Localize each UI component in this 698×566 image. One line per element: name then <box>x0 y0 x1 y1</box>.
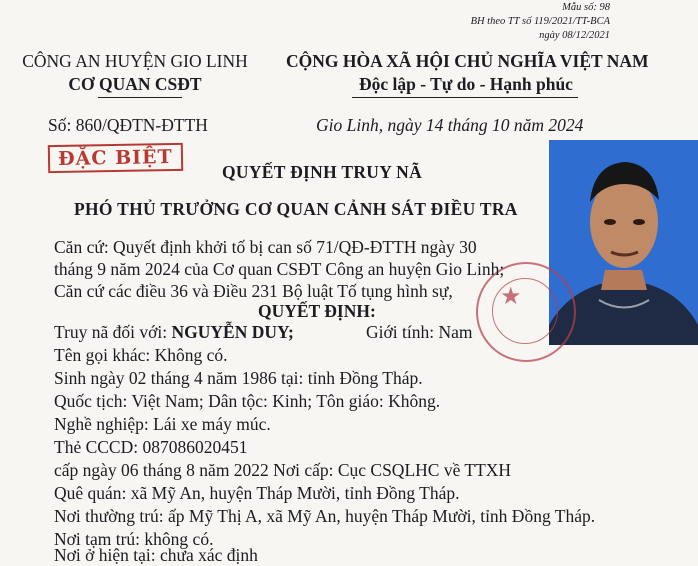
wanted-line <box>54 322 294 343</box>
hometown-line: Quê quán: xã Mỹ An, huyện Tháp Mười, tỉnh Đồng Tháp. <box>54 483 460 503</box>
basis-line-2: tháng 9 năm 2024 của Cơ quan CSĐT Công an huyện Gio Linh; <box>54 259 505 279</box>
current-residence-line: Nơi ở hiện tại: chưa xác định <box>54 545 258 565</box>
left-underline <box>98 97 182 98</box>
decision-heading: QUYẾT ĐỊNH: <box>258 301 376 321</box>
country-name: CỘNG HÒA XÃ HỘI CHỦ NGHĨA VIỆT NAM <box>286 51 649 71</box>
id-card-line: Thẻ CCCD: 087086020451 <box>54 437 248 457</box>
temporary-residence-line: Nơi tạm trú: không có. <box>54 529 214 549</box>
alias-line: Tên gọi khác: Không có. <box>54 345 228 365</box>
national-motto: Độc lập - Tự do - Hạnh phúc <box>359 74 573 94</box>
special-stamp: ĐẶC BIỆT <box>48 143 183 173</box>
document-title: QUYẾT ĐỊNH TRUY NÃ <box>222 162 423 182</box>
form-reference: BH theo TT số 119/2021/TT-BCA <box>470 16 610 27</box>
birth-line: Sinh ngày 02 tháng 4 năm 1986 tại: tỉnh Đồng Tháp. <box>54 368 423 388</box>
right-underline <box>352 97 578 98</box>
issuing-agency-header <box>20 50 250 96</box>
gender-value: Nam <box>438 322 473 342</box>
basis-line-3: Căn cứ các điều 36 và Điều 231 Bộ luật Tố tụng hình sự, <box>54 281 453 301</box>
nationality-line: Quốc tịch: Việt Nam; Dân tộc: Kinh; Tôn giáo: Không. <box>54 391 441 411</box>
gender-label: Giới tính: <box>366 322 435 342</box>
document-number: Số: 860/QĐTN-ĐTTH <box>48 115 208 135</box>
wanted-label: Truy nã đối với: <box>54 322 168 342</box>
form-number: Mẫu số: 98 <box>562 2 610 13</box>
permanent-residence-line: Nơi thường trú: ấp Mỹ Thị A, xã Mỹ An, huyện Tháp Mười, tỉnh Đồng Tháp. <box>54 506 596 526</box>
gender-line <box>366 322 472 343</box>
suspect-name: NGUYỄN DUY; <box>171 322 294 342</box>
national-header <box>286 50 649 96</box>
basis-line-1: Căn cứ: Quyết định khởi tố bị can số 71/QĐ-ĐTTH ngày 30 <box>54 237 477 257</box>
form-issued-date: ngày 08/12/2021 <box>539 30 610 41</box>
agency-unit: CƠ QUAN CSĐT <box>68 74 202 94</box>
document-subtitle: PHÓ THỦ TRƯỞNG CƠ QUAN CẢNH SÁT ĐIỀU TRA <box>74 199 518 219</box>
agency-name: CÔNG AN HUYỆN GIO LINH <box>22 51 248 71</box>
seal-star-icon: ★ <box>500 284 522 310</box>
place-and-date: Gio Linh, ngày 14 tháng 10 năm 2024 <box>316 115 584 135</box>
occupation-line: Nghề nghiệp: Lái xe máy múc. <box>54 414 271 434</box>
id-issue-line: cấp ngày 06 tháng 8 năm 2022 Nơi cấp: Cục CSQLHC về TTXH <box>54 460 512 480</box>
